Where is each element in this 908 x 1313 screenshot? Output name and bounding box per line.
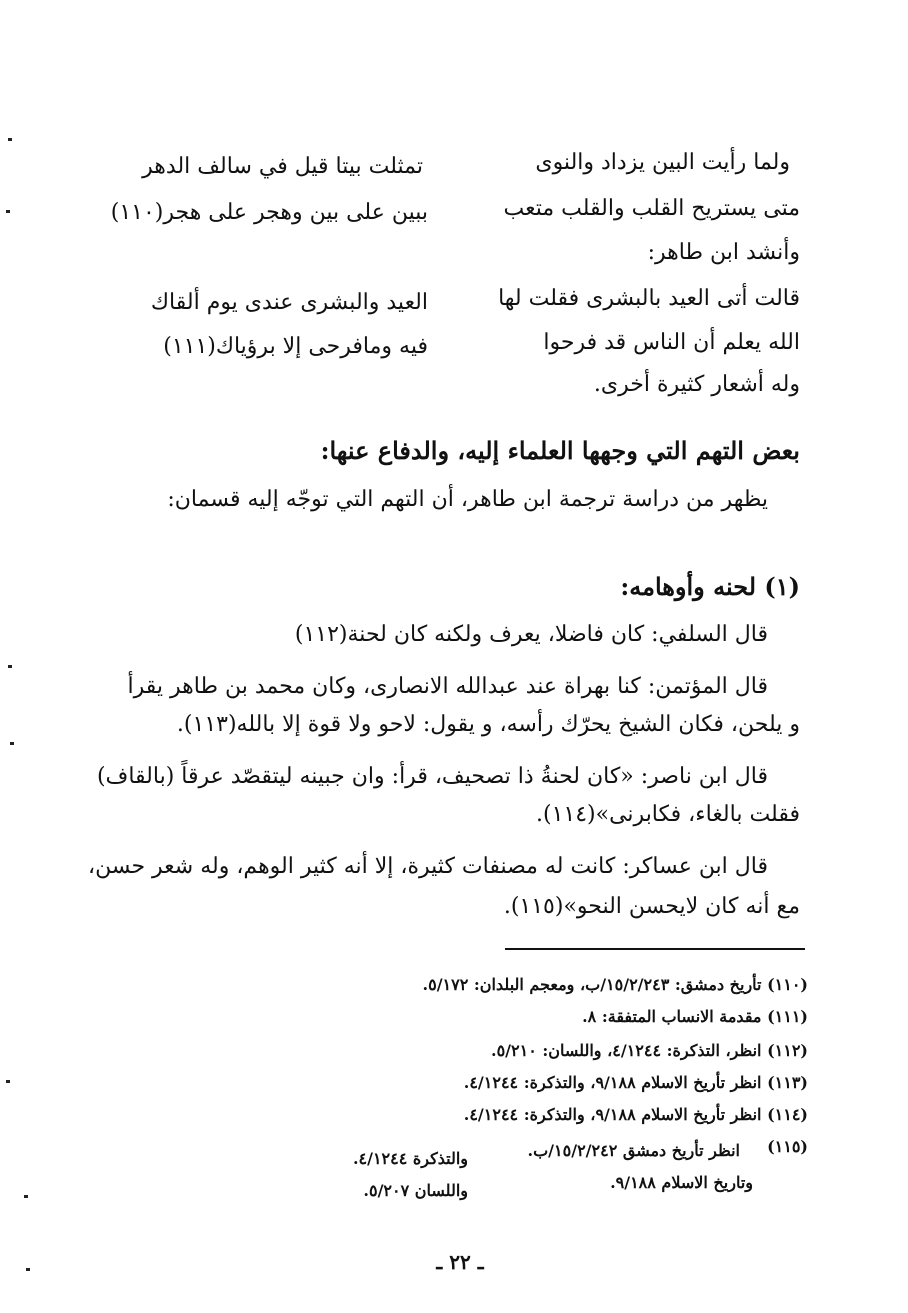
section-heading: بعض التهم التي وجهها العلماء إليه، والدفاع عنها:	[320, 436, 800, 465]
footnote-115-part-a: انظر تأريخ دمشق ١٥/٢/٢٤٢/ب.	[527, 1141, 740, 1160]
footnote-112: (١١٢) انظر، التذكرة: ٤/١٢٤٤، واللسان: ٥/٢١٠.	[491, 1041, 808, 1060]
footnote-115-part-c: وتاريخ الاسلام ٩/١٨٨.	[610, 1173, 753, 1192]
footnote-110: (١١٠) تأريخ دمشق: ١٥/٢/٢٤٣/ب، ومعجم البلدان: ٥/١٧٢.	[422, 975, 808, 994]
poem2-right-line2: الله يعلم أن الناس قد فرحوا	[543, 330, 800, 355]
more-poems-line: وله أشعار كثيرة أخرى.	[593, 372, 800, 397]
scan-speck	[24, 1195, 28, 1198]
intro-line: وأنشد ابن طاهر:	[647, 240, 800, 265]
footnote-113: (١١٣) انظر تأريخ الاسلام ٩/١٨٨، والتذكرة: ٤/١٢٤٤.	[463, 1073, 808, 1092]
poem2-right-line1: قالت أتى العيد بالبشرى فقلت لها	[498, 286, 800, 311]
poem2-left-line1: العيد والبشرى عندى يوم ألقاك	[150, 290, 428, 315]
footnote-separator	[505, 948, 805, 950]
scan-speck	[10, 742, 14, 745]
scan-speck	[8, 665, 12, 668]
footnote-111: (١١١) مقدمة الانساب المتفقة: ٨.	[582, 1007, 808, 1026]
paragraph-salafi: قال السلفي: كان فاضلا، يعرف ولكنه كان لحنة(١١٢)	[294, 622, 768, 647]
poem1-right-line1: ولما رأيت البين يزداد والنوى	[535, 150, 790, 175]
poem1-left-line2: ببين على بين وهجر على هجر(١١٠)	[110, 200, 428, 225]
paragraph-ibn-nasir-line1: قال ابن ناصر: «كان لحنةُ ذا تصحيف، قرأ: وان جبينه ليتقصّد عرقاً (بالقاف)	[96, 764, 768, 789]
scan-speck	[26, 1268, 30, 1271]
paragraph-ibn-asakir-line1: قال ابن عساكر: كانت له مصنفات كثيرة، إلا أنه كثير الوهم، وله شعر حسن،	[87, 854, 768, 879]
poem2-left-line2: فيه ومافرحى إلا برؤياك(١١١)	[163, 334, 428, 359]
paragraph-mutamin-line1: قال المؤتمن: كنا بهراة عند عبدالله الانصارى، وكان محمد بن طاهر يقرأ	[127, 674, 768, 699]
section-intro: يظهر من دراسة ترجمة ابن طاهر، أن التهم التي توجّه إليه قسمان:	[167, 487, 768, 512]
footnote-115-part-d: واللسان ٥/٢٠٧.	[363, 1181, 468, 1200]
paragraph-mutamin-line2: و يلحن، فكان الشيخ يحرّك رأسه، و يقول: لاحو ولا قوة إلا بالله(١١٣).	[176, 712, 800, 737]
scan-speck	[8, 138, 12, 141]
poem1-left-line1: تمثلت بيتا قيل في سالف الدهر	[142, 154, 423, 179]
paragraph-ibn-asakir-line2: مع أنه كان لايحسن النحو»(١١٥).	[503, 894, 800, 919]
footnote-115-part-b: والتذكرة ٤/١٢٤٤.	[352, 1149, 468, 1168]
poem1-right-line2: متى يستريح القلب والقلب متعب	[503, 196, 800, 221]
scan-speck	[6, 210, 10, 213]
subheading: (١) لحنه وأوهامه:	[620, 572, 800, 601]
page-number: ـ ٢٢ ـ	[436, 1250, 484, 1274]
scan-speck	[6, 1080, 10, 1083]
footnote-115-number: (١١٥)	[767, 1137, 808, 1156]
paragraph-ibn-nasir-line2: فقلت بالغاء، فكابرنى»(١١٤).	[536, 802, 800, 827]
footnote-114: (١١٤) انظر تأريخ الاسلام ٩/١٨٨، والتذكرة: ٤/١٢٤٤.	[463, 1105, 808, 1124]
